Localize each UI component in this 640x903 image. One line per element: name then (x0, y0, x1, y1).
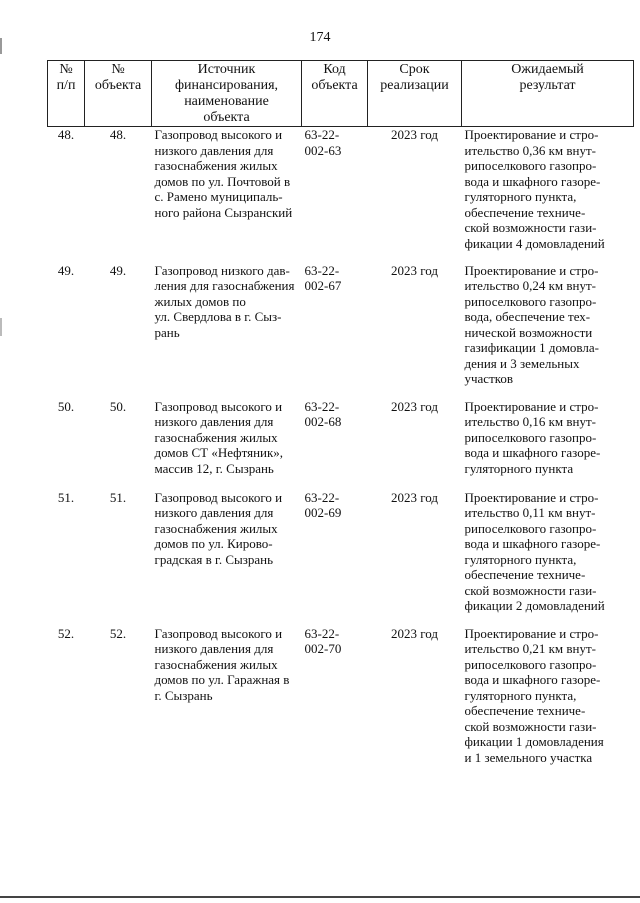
expected-result: Проектирование и стро- ительство 0,24 км внут- рипоселкового газопро- вода, обеспечение тех- нической возможности газификации 1 домовла- дения и 3 земельных участков (464, 262, 599, 386)
table-row (48, 626, 634, 776)
table-row (48, 263, 634, 399)
row-number: 49. (57, 262, 75, 278)
object-number: 49. (109, 262, 127, 278)
object-code: 63-22- 002-67 (304, 262, 342, 293)
funding-source: Газопровод высокого и низкого давления для газоснабжения жилых домов по ул. Гаражная в г. Сызрань (154, 625, 290, 703)
scan-edge-mark (0, 318, 2, 336)
object-number: 52. (109, 625, 127, 641)
table-row (48, 399, 634, 490)
object-code: 63-22- 002-63 (304, 127, 342, 158)
object-code: 63-22- 002-70 (304, 625, 342, 656)
row-number: 50. (57, 398, 75, 414)
expected-result: Проектирование и стро- ительство 0,36 км внут- рипоселкового газопро- вода и шкафного газоре- гуляторного пункта, обеспечение техниче- ской возможности гази- фикации 4 домовладений (464, 127, 605, 251)
scan-bottom-edge (0, 896, 640, 898)
implementation-term: 2023 год (391, 127, 438, 142)
implementation-term: 2023 год (391, 398, 438, 414)
financing-table (47, 60, 634, 776)
row-number: 51. (57, 489, 75, 505)
implementation-term: 2023 год (391, 489, 438, 505)
header-implementation-term: Срок реализации (368, 61, 462, 127)
table-header-row (48, 61, 634, 127)
row-number: 48. (57, 127, 75, 142)
funding-source: Газопровод высокого и низкого давления для газоснабжения жилых домов по ул. Кирово- градская в г. Сызрань (154, 489, 283, 567)
funding-source: Газопровод низкого дав- ления для газоснабжения жилых домов по ул. Свердлова в г. Сыз- рань (154, 262, 295, 340)
expected-result: Проектирование и стро- ительство 0,11 км внут- рипоселкового газопро- вода и шкафного газоре- гуляторного пункта, обеспечение техниче- ской возможности гази- фикации 2 домовладений (464, 489, 605, 613)
table-row (48, 490, 634, 626)
object-number: 51. (109, 489, 127, 505)
table-row (48, 127, 634, 263)
header-object-number: № объекта (85, 61, 152, 127)
funding-source: Газопровод высокого и низкого давления для газоснабжения жилых домов СТ «Нефтяник», массив 12, г. Сызрань (154, 398, 284, 476)
row-number: 52. (57, 625, 75, 641)
header-expected-result: Ожидаемый результат (462, 61, 634, 127)
funding-source: Газопровод высокого и низкого давления для газоснабжения жилых домов по ул. Почтовой в с. Рамено муниципаль- ного района Сызранский (154, 127, 293, 220)
header-funding-source: Источник финансирования, наименование объекта (152, 61, 302, 127)
implementation-term: 2023 год (391, 262, 438, 278)
expected-result: Проектирование и стро- ительство 0,21 км внут- рипоселкового газопро- вода и шкафного газоре- гуляторного пункта, обеспечение техниче- ской возможности гази- фикации 1 домовладения и 1 земельного участка (464, 625, 604, 765)
object-number: 50. (109, 398, 127, 414)
object-code: 63-22- 002-69 (304, 489, 342, 520)
header-row-number: № п/п (48, 61, 85, 127)
expected-result: Проектирование и стро- ительство 0,16 км внут- рипоселкового газопро- вода и шкафного газоре- гуляторного пункта (464, 398, 601, 476)
object-number: 48. (109, 127, 127, 142)
page-number: 174 (309, 30, 331, 45)
object-code: 63-22- 002-68 (304, 398, 342, 429)
header-object-code: Код объекта (302, 61, 368, 127)
implementation-term: 2023 год (391, 625, 438, 641)
